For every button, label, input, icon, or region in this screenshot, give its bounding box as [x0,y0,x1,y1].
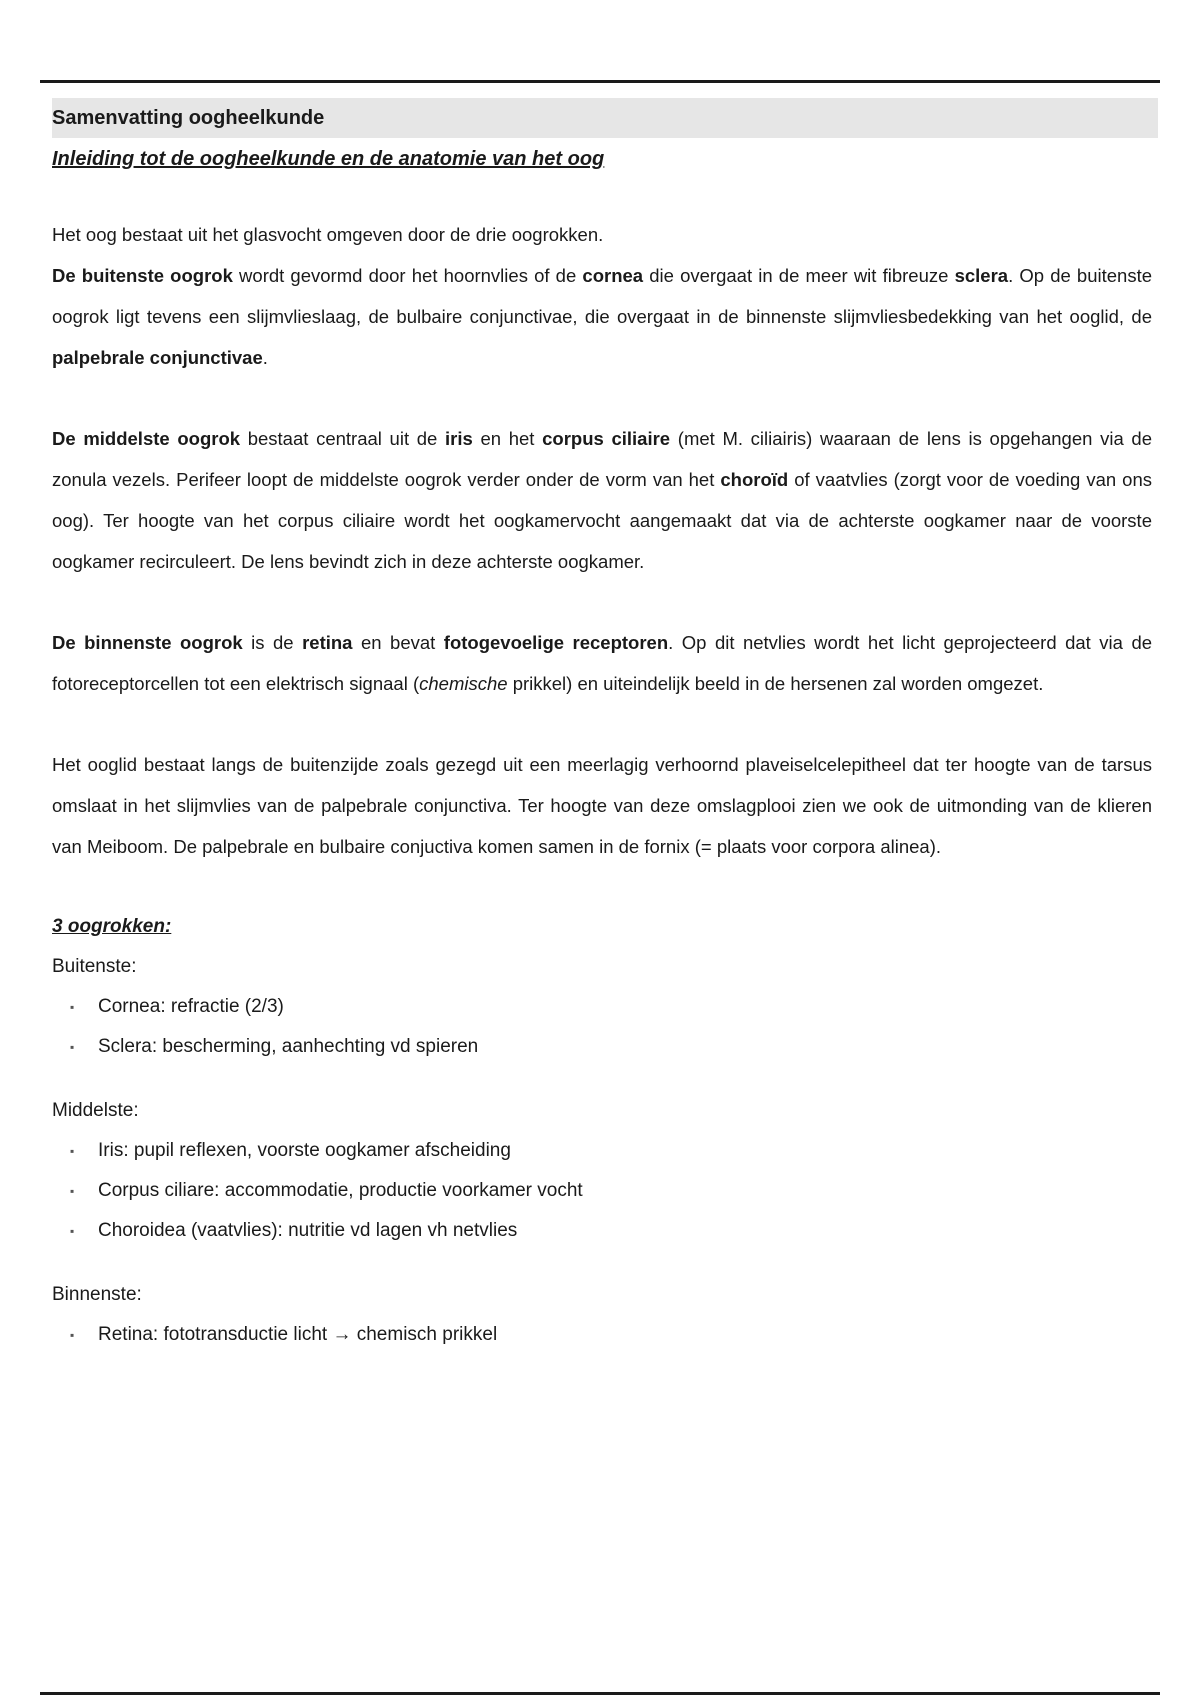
group-label-inner: Binnenste: [52,1284,142,1305]
paragraph-outer-layer: De buitenste oogrok wordt gevormd door het hoornvlies of de cornea die overgaat in de meer wit fibreuze sclera. Op de buitenste oogrok ligt tevens een slijmvlieslaag, de bulbaire conjunctivae, die overgaat in de binnenste slijmvliesbedekking van het ooglid, de palpebrale conjunctivae. [52,265,1153,368]
group-label-middle: Middelste: [52,1100,139,1121]
list-middle [52,1131,1152,1251]
list-item: ▪ Cornea: refractie (2/3) [70,987,1152,1027]
paragraph-intro: Het oog bestaat uit het glasvocht omgeven door de drie oogrokken. [52,224,604,245]
list-item: ▪ Choroidea (vaatvlies): nutritie vd lagen vh netvlies [70,1211,1152,1251]
group-label-outer: Buitenste: [52,956,137,977]
summary-title: 3 oogrokken: [52,916,172,937]
list-item: ▪ Sclera: bescherming, aanhechting vd spieren [70,1027,1152,1067]
document-title: Samenvatting oogheelkunde [52,98,1158,138]
bottom-rule [40,1692,1160,1695]
list-item: ▪ Retina: fototransductie licht → chemisch prikkel [70,1315,1152,1355]
list-item: ▪ Iris: pupil reflexen, voorste oogkamer afscheiding [70,1131,1152,1171]
list-inner [52,1315,1152,1355]
top-rule [40,80,1160,83]
list-item: ▪ Corpus ciliare: accommodatie, productie voorkamer vocht [70,1171,1152,1211]
document-subtitle: Inleiding tot de oogheelkunde en de anatomie van het oog [52,148,605,170]
document-page [52,98,1152,1355]
list-outer [52,987,1152,1067]
paragraph-eyelid: Het ooglid bestaat langs de buitenzijde zoals gezegd uit een meerlagig verhoornd plaveiselcelepitheel dat ter hoogte van de tarsus omslaat in het slijmvlies van de palpebrale conjunctiva. Ter hoogte van deze omslagplooi zien we ook de uitmonding van de klieren van Meiboom. De palpebrale en bulbaire conjuctiva komen samen in de fornix (= plaats voor corpora alinea). [52,754,1152,857]
paragraph-middle-layer: De middelste oogrok bestaat centraal uit de iris en het corpus ciliaire (met M. ciliairis) waaraan de lens is opgehangen via de zonula vezels. Perifeer loopt de middelste oogrok verder onder de vorm van het choroïd of vaatvlies (zorgt voor de voeding van ons oog). Ter hoogte van het corpus ciliaire wordt het oogkamervocht aangemaakt dat via de achterste oogkamer naar de voorste oogkamer recirculeert. De lens bevindt zich in deze achterste oogkamer. [52,428,1152,572]
paragraph-inner-layer: De binnenste oogrok is de retina en bevat fotogevoelige receptoren. Op dit netvlies wordt het licht geprojecteerd dat via de fotoreceptorcellen tot een elektrisch signaal (chemische prikkel) en uiteindelijk beeld in de hersenen zal worden omgezet. [52,632,1153,694]
